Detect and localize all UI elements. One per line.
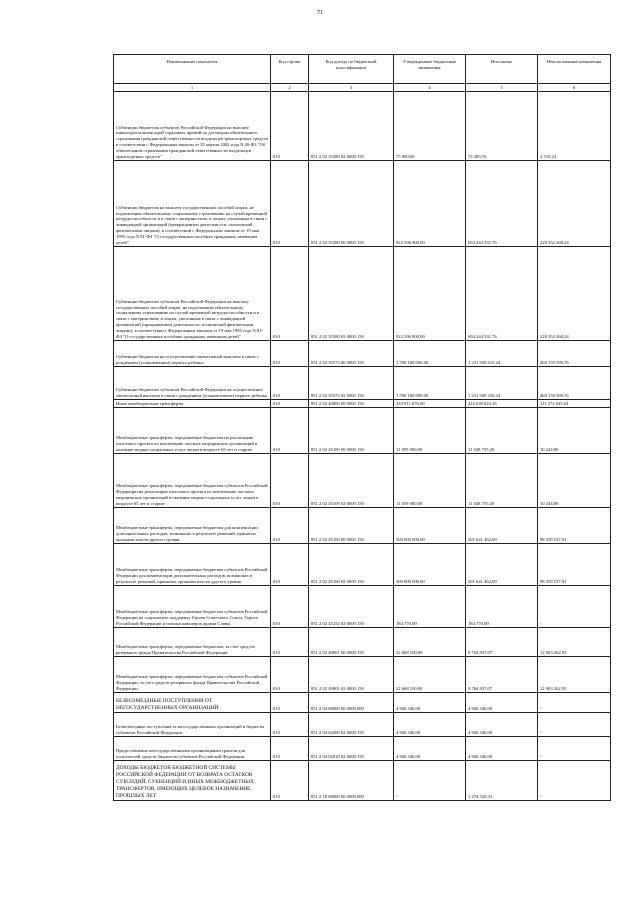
budget-code-cell: 851 2 04 00000 00 0000 000	[309, 693, 394, 713]
approved-cell: 75 900,00	[394, 92, 466, 161]
table-row	[114, 508, 611, 544]
executed-cell: 222 639 824,36	[466, 400, 538, 408]
line-code-cell: 010	[271, 454, 309, 508]
approved-cell: 922 596 800,00	[394, 161, 466, 247]
indicator-name-cell: Межбюджетные трансферты, передаваемые бюджетам субъектов Российской Федерации на реализацию пилотного проекта по вовлечению частных медицинских организаций в оказание медико-социальных услуг лицам в возрасте 65 лет и старше	[114, 454, 271, 508]
indicator-name-cell: Межбюджетные трансферты, передаваемые бюджетам, за счет средств резервного фонда Правительства Российской Федерации	[114, 628, 271, 657]
executed-cell: 201 641 462,09	[466, 544, 538, 586]
approved-cell: 4 600 346,00	[394, 713, 466, 737]
table-header-row	[114, 55, 611, 84]
approved-cell: 22 668 100,00	[394, 628, 466, 657]
line-code-cell: 010	[271, 341, 309, 367]
unexecuted-cell: 12 903 262,93	[538, 657, 611, 693]
table-row	[114, 341, 611, 367]
line-code-cell: 010	[271, 161, 309, 247]
executed-cell: 11 048 755,20	[466, 408, 538, 454]
budget-code-cell: 851 2 02 45252 02 0000 150	[309, 586, 394, 628]
budget-code-cell: 851 2 02 35573 00 0000 150	[309, 341, 394, 367]
table-row	[114, 693, 611, 713]
header-line-code: Код строки	[271, 55, 309, 84]
indicator-name-cell: Межбюджетные трансферты, передаваемые бюджетам для компенсации дополнительных расходов, возникших в результате решений, принятых органами власти другого уровня	[114, 508, 271, 544]
line-code-cell: 010	[271, 586, 309, 628]
table-row	[114, 628, 611, 657]
budget-code-cell: 851 2 02 35280 02 0000 150	[309, 92, 394, 161]
column-number: 1	[114, 84, 271, 92]
unexecuted-cell: 10 244,80	[538, 408, 611, 454]
table-row	[114, 400, 611, 408]
executed-cell: 694 244 531,76	[466, 161, 538, 247]
indicator-name-cell: ДОХОДЫ БЮДЖЕТОВ БЮДЖЕТНОЙ СИСТЕМЫ РОССИЙСКОЙ ФЕДЕРАЦИИ ОТ ВОЗВРАТА ОСТАТКОВ СУБСИДИЙ, СУБВЕНЦИЙ И ИНЫХ МЕЖБЮДЖЕТНЫХ ТРАНСФЕРТОВ, ИМЕЮЩИХ ЦЕЛЕВОЕ НАЗНАЧЕНИЕ, ПРОШЛЫХ ЛЕТ	[114, 761, 271, 801]
line-code-cell: 010	[271, 761, 309, 801]
indicator-name-cell: Субвенции бюджетам на выплату государственных пособий лицам, не подлежащим обязательному социальному страхованию на случай временной нетрудоспособности и в связи с материнством, и лицам, уволенным в связи с ликвидацией организаций (прекращением деятельности, полномочий физическими лицами), в соответствии с Федеральным законом от 19 мая 1995 года N 81-ФЗ "О государственных пособиях гражданам, имеющим детей"	[114, 161, 271, 247]
line-code-cell: 010	[271, 508, 309, 544]
executed-cell: 1 231 940 410,24	[466, 341, 538, 367]
executed-cell: 1 274 520,33	[466, 761, 538, 801]
approved-cell: 922 596 800,00	[394, 247, 466, 341]
table-row	[114, 454, 611, 508]
approved-cell: 11 059 000,00	[394, 408, 466, 454]
header-indicator-name: Наименование показателя	[114, 55, 271, 84]
indicator-name-cell: Субвенции бюджетам субъектов Российской Федерации на осуществление ежемесячной выплаты в связи с рождением (усыновлением) первого ребенка	[114, 367, 271, 400]
table-row	[114, 737, 611, 761]
table-row	[114, 367, 611, 400]
executed-cell: 11 048 755,20	[466, 454, 538, 508]
unexecuted-cell: 10 244,80	[538, 454, 611, 508]
executed-cell: 73 389,76	[466, 92, 538, 161]
indicator-name-cell: Субвенции бюджетам субъектов Российской Федерации на выплату инвалидам компенсаций страховых премий по договорам обязательного страхования гражданской ответственности владельцев транспортных средств в соответствии с Федеральным законом от 25 апреля 2002 года N 40-ФЗ "Об обязательном страховании гражданской ответственности владельцев транспортных средств"	[114, 92, 271, 161]
approved-cell: 4 600 346,00	[394, 737, 466, 761]
approved-cell: 184 770,00	[394, 586, 466, 628]
table-row	[114, 92, 611, 161]
budget-code-cell: 851 2 04 02000 02 0000 150	[309, 713, 394, 737]
budget-code-cell: 851 2 02 45109 02 0000 150	[309, 454, 394, 508]
budget-code-cell: 851 2 02 45160 02 0000 150	[309, 544, 394, 586]
unexecuted-cell: 98 358 537,91	[538, 544, 611, 586]
line-code-cell: 010	[271, 92, 309, 161]
unexecuted-cell: -	[538, 761, 611, 801]
unexecuted-cell: 12 903 262,93	[538, 628, 611, 657]
column-number-row	[114, 84, 611, 92]
unexecuted-cell: 98 358 537,91	[538, 508, 611, 544]
table-row	[114, 544, 611, 586]
header-approved: Утвержденные бюджетные назначения	[394, 55, 466, 84]
budget-code-cell: 851 2 02 45109 00 0000 150	[309, 408, 394, 454]
indicator-name-cell: Межбюджетные трансферты, передаваемые бюджетам на реализацию пилотного проекта по вовлечению частных медицинских организаций в оказание медико-социальных услуг лицам в возрасте 65 лет и старше	[114, 408, 271, 454]
line-code-cell: 010	[271, 400, 309, 408]
header-budget-code: Код дохода по бюджетной классификации	[309, 55, 394, 84]
table-row	[114, 713, 611, 737]
approved-cell: 11 059 000,00	[394, 454, 466, 508]
indicator-name-cell: БЕЗВОЗМЕЗДНЫЕ ПОСТУПЛЕНИЯ ОТ НЕГОСУДАРСТВЕННЫХ ОРГАНИЗАЦИЙ	[114, 693, 271, 713]
table-row	[114, 657, 611, 693]
unexecuted-cell: -	[538, 586, 611, 628]
budget-code-cell: 851 2 04 02010 02 0000 150	[309, 737, 394, 761]
unexecuted-cell: 228 352 268,24	[538, 247, 611, 341]
executed-cell: 9 764 837,07	[466, 628, 538, 657]
approved-cell: 4 600 346,00	[394, 693, 466, 713]
executed-cell: 4 600 346,00	[466, 693, 538, 713]
unexecuted-cell: 468 159 589,76	[538, 341, 611, 367]
unexecuted-cell: 468 159 589,76	[538, 367, 611, 400]
approved-cell: 1 700 100 000,00	[394, 341, 466, 367]
executed-cell: 694 244 531,76	[466, 247, 538, 341]
indicator-name-cell: Субвенции бюджетам субъектов Российской Федерации на выплату государственных пособий лицам, не подлежащим обязательному социальному страхованию на случай временной нетрудоспособности и в связи с материнством, и лицам, уволенным в связи с ликвидацией организаций (прекращением деятельности, полномочий физическими лицами), в соответствии с Федеральным законом от 19 мая 1995 года N 81-ФЗ "О государственных пособиях гражданам, имеющим детей"	[114, 247, 271, 341]
budget-report-table	[113, 54, 611, 801]
unexecuted-cell: 2 510,24	[538, 92, 611, 161]
header-unexecuted: Неисполненные назначения	[538, 55, 611, 84]
budget-code-cell: 851 2 02 35380 02 0000 150	[309, 247, 394, 341]
approved-cell: -	[394, 761, 466, 801]
line-code-cell: 010	[271, 713, 309, 737]
executed-cell: 4 600 346,00	[466, 737, 538, 761]
table-row	[114, 247, 611, 341]
column-number: 2	[271, 84, 309, 92]
line-code-cell: 010	[271, 737, 309, 761]
budget-code-cell: 851 2 18 00000 00 0000 000	[309, 761, 394, 801]
table-row	[114, 586, 611, 628]
column-number: 4	[394, 84, 466, 92]
column-number: 5	[466, 84, 538, 92]
executed-cell: 184 770,00	[466, 586, 538, 628]
indicator-name-cell: Иные межбюджетные трансферты	[114, 400, 271, 408]
header-executed: Исполнено	[466, 55, 538, 84]
approved-cell: 300 000 000,00	[394, 508, 466, 544]
approved-cell: 1 700 100 000,00	[394, 367, 466, 400]
table-row	[114, 161, 611, 247]
budget-code-cell: 851 2 02 40000 00 0000 150	[309, 400, 394, 408]
budget-code-cell: 851 2 02 49001 02 0000 150	[309, 657, 394, 693]
budget-code-cell: 851 2 02 35380 00 0000 150	[309, 161, 394, 247]
indicator-name-cell: Субвенции бюджетам на осуществление ежемесячной выплаты в связи с рождением (усыновлением) первого ребенка	[114, 341, 271, 367]
unexecuted-cell: -	[538, 713, 611, 737]
line-code-cell: 010	[271, 628, 309, 657]
budget-code-cell: 851 2 02 45160 00 0000 150	[309, 508, 394, 544]
approved-cell: 333 911 870,00	[394, 400, 466, 408]
budget-code-cell: 851 2 02 35573 02 0000 150	[309, 367, 394, 400]
line-code-cell: 010	[271, 544, 309, 586]
unexecuted-cell: -	[538, 693, 611, 713]
unexecuted-cell: -	[538, 737, 611, 761]
line-code-cell: 010	[271, 247, 309, 341]
executed-cell: 4 600 346,00	[466, 713, 538, 737]
line-code-cell: 010	[271, 693, 309, 713]
indicator-name-cell: Предоставление негосударственными организациями грантов для получателей средств бюджетов субъектов Российской Федерации	[114, 737, 271, 761]
indicator-name-cell: Межбюджетные трансферты, передаваемые бюджетам субъектов Российской Федерации для компенсации дополнительных расходов, возникших в результате решений, принятых органами власти другого уровня	[114, 544, 271, 586]
line-code-cell: 010	[271, 408, 309, 454]
table-row	[114, 408, 611, 454]
page-number: 71	[317, 10, 323, 16]
table-row	[114, 761, 611, 801]
executed-cell: 201 641 462,09	[466, 508, 538, 544]
unexecuted-cell: 228 352 268,24	[538, 161, 611, 247]
unexecuted-cell: 111 272 045,64	[538, 400, 611, 408]
indicator-name-cell: Безвозмездные поступления от негосударственных организаций в бюджеты субъектов Российской Федерации	[114, 713, 271, 737]
executed-cell: 1 231 940 410,24	[466, 367, 538, 400]
indicator-name-cell: Межбюджетные трансферты, передаваемые бюджетам субъектов Российской Федерации, за счет средств резервного фонда Правительства Российской Федерации	[114, 657, 271, 693]
budget-code-cell: 851 2 02 49001 00 0000 150	[309, 628, 394, 657]
executed-cell: 9 764 837,07	[466, 657, 538, 693]
line-code-cell: 010	[271, 367, 309, 400]
indicator-name-cell: Межбюджетные трансферты, передаваемые бюджетам субъектов Российской Федерации на социальную поддержку Героев Советского Союза, Героев Российской Федерации и полных кавалеров ордена Славы	[114, 586, 271, 628]
column-number: 3	[309, 84, 394, 92]
column-number: 6	[538, 84, 611, 92]
approved-cell: 300 000 000,00	[394, 544, 466, 586]
approved-cell: 22 668 100,00	[394, 657, 466, 693]
line-code-cell: 010	[271, 657, 309, 693]
